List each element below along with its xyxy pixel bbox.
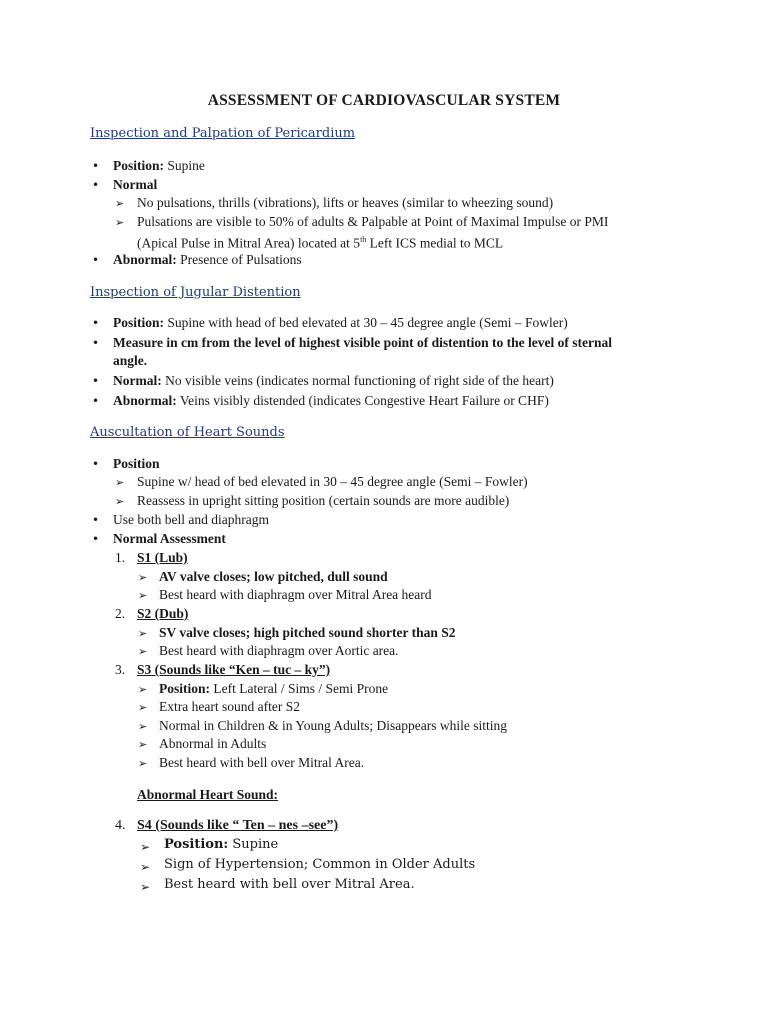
sound-s2-detail: SV valve closes; high pitched sound shorter than S2 xyxy=(159,625,456,640)
arrow-bullet-icon: ➢ xyxy=(140,860,151,874)
arrow-bullet-icon: ➢ xyxy=(140,880,151,894)
bullet-icon: • xyxy=(92,532,100,546)
arrow-bullet-icon: ➢ xyxy=(115,216,125,229)
arrow-bullet-icon: ➢ xyxy=(138,738,148,751)
list-item-normal-detail: Pulsations are visible to 50% of adults & Palpable at Point of Maximal Impulse or PMI xyxy=(137,214,609,229)
arrow-bullet-icon: ➢ xyxy=(138,701,148,714)
list-item-normal: Normal xyxy=(113,177,158,192)
sound-s3-detail: Best heard with bell over Mitral Area. xyxy=(159,755,365,770)
arrow-bullet-icon: ➢ xyxy=(115,197,125,210)
list-item-position: Position xyxy=(113,456,160,471)
sound-s3-detail: Normal in Children & in Young Adults; Disappears while sitting xyxy=(159,718,507,733)
arrow-bullet-icon: ➢ xyxy=(138,720,148,733)
section-heading-auscultation: Auscultation of Heart Sounds xyxy=(90,425,285,440)
sound-s4-detail: Sign of Hypertension; Common in Older Adults xyxy=(164,857,476,872)
bullet-icon: • xyxy=(92,374,100,388)
list-number: 1. xyxy=(115,550,126,565)
sound-s3-detail: Position: Left Lateral / Sims / Semi Prone xyxy=(159,681,389,696)
bullet-icon: • xyxy=(92,316,100,330)
list-item-normal-detail-cont: (Apical Pulse in Mitral Area) located at 5th Left ICS medial to MCL xyxy=(137,235,504,251)
bullet-icon: • xyxy=(92,394,100,408)
list-number: 2. xyxy=(115,606,126,621)
arrow-bullet-icon: ➢ xyxy=(140,840,151,854)
list-item-abnormal: Abnormal: Veins visibly distended (indicates Congestive Heart Failure or CHF) xyxy=(113,393,549,408)
list-item-position-detail: Reassess in upright sitting position (certain sounds are more audible) xyxy=(137,493,510,508)
arrow-bullet-icon: ➢ xyxy=(138,627,148,640)
arrow-bullet-icon: ➢ xyxy=(138,571,148,584)
sound-s2-label: S2 (Dub) xyxy=(137,606,189,621)
list-item-measure: Measure in cm from the level of highest visible point of distention to the level of sternal xyxy=(113,335,612,350)
bullet-icon: • xyxy=(92,457,100,471)
sound-s4-label: S4 (Sounds like “ Ten – nes –see”) xyxy=(137,818,339,833)
bullet-icon: • xyxy=(92,159,100,173)
sound-s1-detail: Best heard with diaphragm over Mitral Area heard xyxy=(159,587,432,602)
page-title: ASSESSMENT OF CARDIOVASCULAR SYSTEM xyxy=(207,92,561,109)
bullet-icon: • xyxy=(92,336,100,350)
arrow-bullet-icon: ➢ xyxy=(138,645,148,658)
list-item-use-both: Use both bell and diaphragm xyxy=(113,512,269,527)
sound-s3-label: S3 (Sounds like “Ken – tuc – ky”) xyxy=(137,662,331,677)
list-item-abnormal: Abnormal: Presence of Pulsations xyxy=(113,252,302,267)
list-item-normal-detail: No pulsations, thrills (vibrations), lifts or heaves (similar to wheezing sound) xyxy=(137,195,554,210)
abnormal-heart-sound-heading: Abnormal Heart Sound: xyxy=(137,787,279,802)
section-heading-pericardium: Inspection and Palpation of Pericardium xyxy=(90,126,356,141)
list-item-normal-assessment: Normal Assessment xyxy=(113,531,226,546)
section-heading-jugular: Inspection of Jugular Distention xyxy=(90,285,301,300)
bullet-icon: • xyxy=(92,178,100,192)
bullet-icon: • xyxy=(92,513,100,527)
arrow-bullet-icon: ➢ xyxy=(138,683,148,696)
sound-s1-label: S1 (Lub) xyxy=(137,550,188,565)
sound-s1-detail: AV valve closes; low pitched, dull sound xyxy=(159,569,388,584)
arrow-bullet-icon: ➢ xyxy=(115,495,125,508)
arrow-bullet-icon: ➢ xyxy=(115,476,125,489)
list-item-position-detail: Supine w/ head of bed elevated in 30 – 45 degree angle (Semi – Fowler) xyxy=(137,474,528,489)
list-item-position: Position: Supine with head of bed elevated at 30 – 45 degree angle (Semi – Fowler) xyxy=(113,315,568,330)
sound-s4-detail: Best heard with bell over Mitral Area. xyxy=(164,877,415,892)
arrow-bullet-icon: ➢ xyxy=(138,757,148,770)
list-item-normal: Normal: No visible veins (indicates normal functioning of right side of the heart) xyxy=(113,373,554,388)
list-item-measure-cont: angle. xyxy=(113,353,148,368)
sound-s2-detail: Best heard with diaphragm over Aortic area. xyxy=(159,643,399,658)
list-item-position: Position: Supine xyxy=(113,158,205,173)
list-number: 3. xyxy=(115,662,126,677)
arrow-bullet-icon: ➢ xyxy=(138,589,148,602)
sound-s3-detail: Extra heart sound after S2 xyxy=(159,699,300,714)
sound-s4-detail: Position: Supine xyxy=(164,837,279,852)
bullet-icon: • xyxy=(92,253,100,267)
list-number: 4. xyxy=(115,818,126,833)
sound-s3-detail: Abnormal in Adults xyxy=(159,736,267,751)
